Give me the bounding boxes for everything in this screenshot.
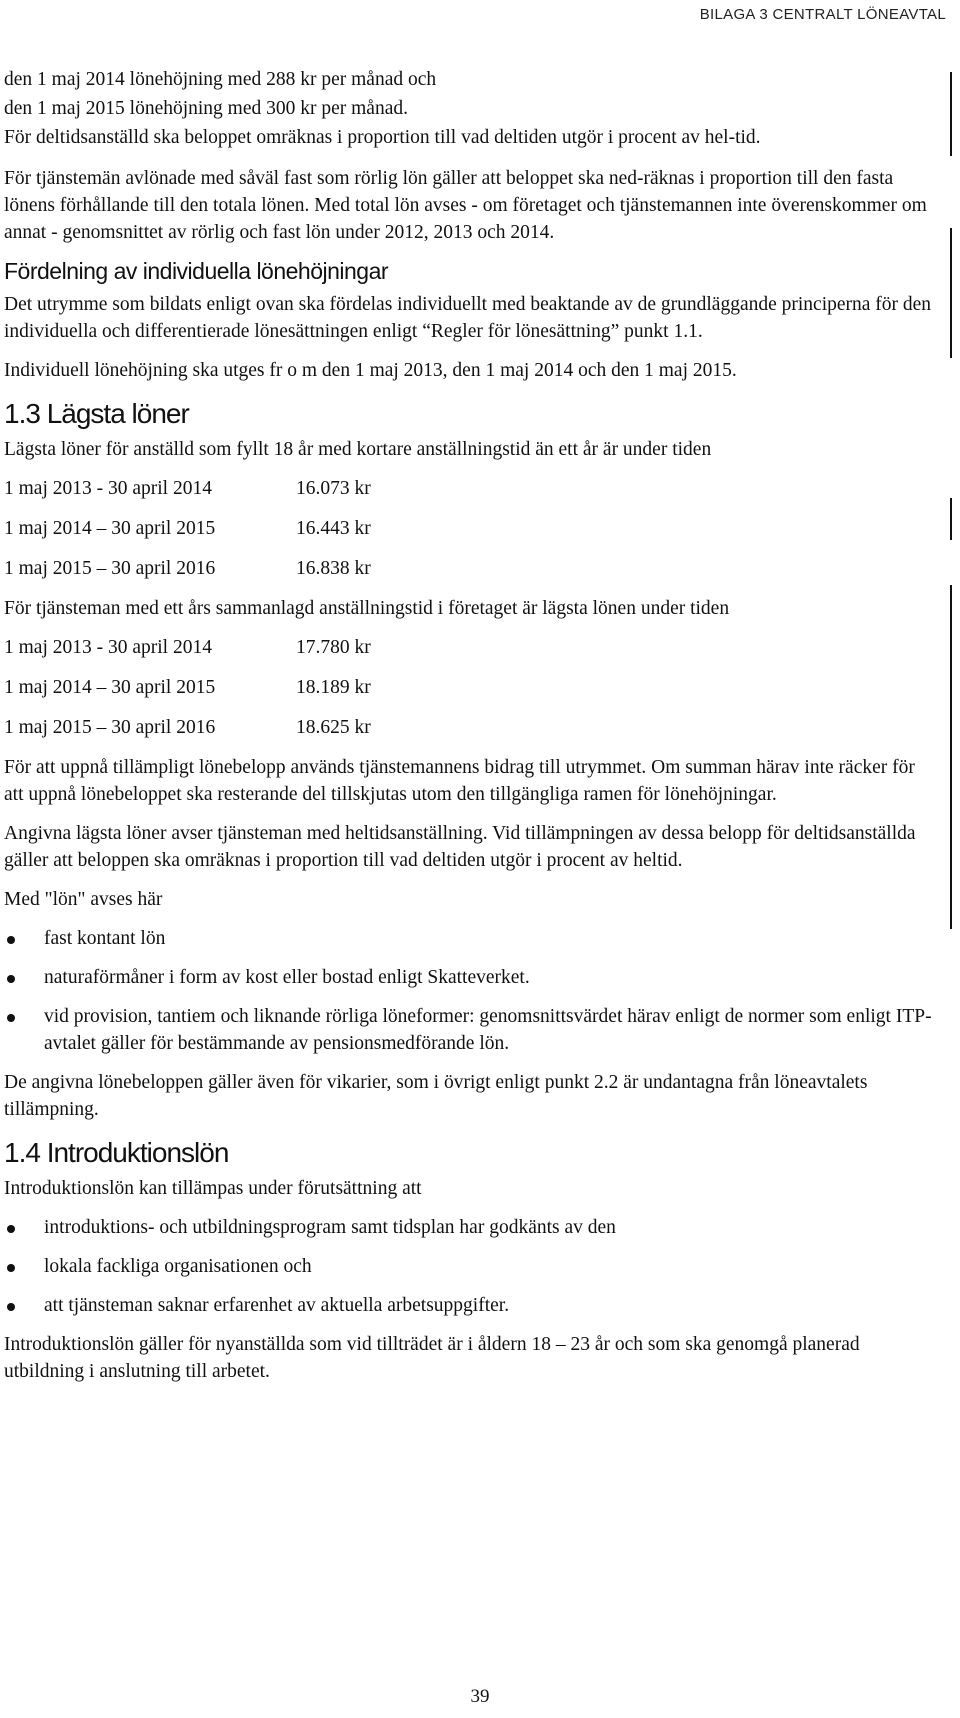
rate-amount: 17.780 kr <box>296 637 371 658</box>
rate-row <box>4 714 934 741</box>
rate-amount: 18.625 kr <box>296 717 371 738</box>
rate-amount: 16.838 kr <box>296 558 371 579</box>
distribution-heading: Fördelning av individuella lönehöjningar <box>4 258 389 284</box>
change-bar <box>950 498 952 540</box>
lowest-wages-heading: 1.3 Lägsta löner <box>4 398 189 429</box>
distribution-paragraph: Individuell lönehöjning ska utges fr o m den 1 maj 2013, den 1 maj 2014 och den 1 maj 2015. <box>4 360 737 381</box>
bullet-icon <box>7 936 15 944</box>
intro-line: den 1 maj 2015 lönehöjning med 300 kr per månad. <box>4 98 408 119</box>
rate-row <box>4 634 934 661</box>
change-bar <box>950 72 952 156</box>
wage-definition: Med "lön" avses här <box>4 889 163 910</box>
intro-wage-closing: Introduktionslön gäller för nyanställda som vid tillträdet är i åldern 18 – 23 år och som ska genomgå planerad utbildning i anslutning till arbetet. <box>4 1334 860 1382</box>
list-item: vid provision, tantiem och liknande rörliga löneformer: genomsnittsvärdet härav enligt de normer som enligt ITP-avtalet gäller för bestämmande av pensionsmedförande lön. <box>4 1003 934 1057</box>
list-item: fast kontant lön <box>4 925 934 952</box>
rate-period: 1 maj 2015 – 30 april 2016 <box>4 717 216 738</box>
variable-pay-paragraph: För tjänstemän avlönade med såväl fast som rörlig lön gäller att beloppet ska ned-räknas i proportion till den fasta lönens förhållande till den totala lönen. Med total lön avses - om företaget och tjänstemannen inte överenskommer om annat - genomsnittet av rörlig och fast lön under 2012, 2013 och 2014. <box>4 168 927 243</box>
list-item: naturaförmåner i form av kost eller bostad enligt Skatteverket. <box>4 964 934 991</box>
rate-row <box>4 674 934 701</box>
rate-row <box>4 515 934 542</box>
rate-period: 1 maj 2013 - 30 april 2014 <box>4 637 212 658</box>
substitutes-paragraph: De angivna lönebeloppen gäller även för vikarier, som i övrigt enligt punkt 2.2 är undantagna från löneavtalets tillämpning. <box>4 1072 868 1120</box>
bullet-icon <box>7 1014 15 1022</box>
fulltime-paragraph: Angivna lägsta löner avser tjänsteman med heltidsanställning. Vid tillämpningen av dessa belopp för deltidsanställda gäller att beloppen ska omräknas i proportion till vad deltiden utgör i procent av heltid. <box>4 823 916 871</box>
page-number: 39 <box>470 1686 490 1707</box>
rate-row <box>4 475 934 502</box>
intro-wage-intro: Introduktionslön kan tillämpas under förutsättning att <box>4 1178 422 1199</box>
intro-wage-heading: 1.4 Introduktionslön <box>4 1137 229 1168</box>
list-item: att tjänsteman saknar erfarenhet av aktuella arbetsuppgifter. <box>4 1292 934 1319</box>
intro-line: För deltidsanställd ska beloppet omräknas i proportion till vad deltiden utgör i procent av hel-tid. <box>4 127 761 148</box>
bullet-icon <box>7 1303 15 1311</box>
list-item: lokala fackliga organisationen och <box>4 1253 934 1280</box>
rate-amount: 16.073 kr <box>296 478 371 499</box>
rate-period: 1 maj 2014 – 30 april 2015 <box>4 677 216 698</box>
intro-line: den 1 maj 2014 lönehöjning med 288 kr per månad och <box>4 69 437 90</box>
distribution-paragraph: Det utrymme som bildats enligt ovan ska fördelas individuellt med beaktande av de grundläggande principerna för den individuella och differentierade lönesättningen enligt “Regler för lönesättning” punkt 1.1. <box>4 294 932 342</box>
running-header: BILAGA 3 CENTRALT LÖNEAVTAL <box>699 6 946 23</box>
lowest-wages-intro: För tjänsteman med ett års sammanlagd anställningstid i företaget är lägsta lönen under tiden <box>4 598 730 619</box>
rate-period: 1 maj 2015 – 30 april 2016 <box>4 558 216 579</box>
lowest-wages-intro: Lägsta löner för anställd som fyllt 18 år med kortare anställningstid än ett år är under tiden <box>4 439 712 460</box>
bullet-icon <box>7 975 15 983</box>
list-item: introduktions- och utbildningsprogram samt tidsplan har godkänts av den <box>4 1214 934 1241</box>
wage-definition-list <box>4 925 934 1057</box>
rate-amount: 18.189 kr <box>296 677 371 698</box>
change-bar <box>950 228 952 358</box>
bullet-icon <box>7 1225 15 1233</box>
change-bar <box>950 585 952 929</box>
contribution-paragraph: För att uppnå tillämpligt lönebelopp används tjänstemannens bidrag till utrymmet. Om summan härav inte räcker för att uppnå lönebeloppet ska resterande del tillskjutas utom den tillgängliga ramen för lönehöjningar. <box>4 757 915 805</box>
rate-period: 1 maj 2013 - 30 april 2014 <box>4 478 212 499</box>
intro-wage-list <box>4 1214 934 1319</box>
bullet-icon <box>7 1264 15 1272</box>
rate-row <box>4 555 934 582</box>
rate-table-long <box>4 634 934 741</box>
rate-amount: 16.443 kr <box>296 518 371 539</box>
rate-period: 1 maj 2014 – 30 april 2015 <box>4 518 216 539</box>
main-content <box>4 66 934 1397</box>
rate-table-short <box>4 475 934 582</box>
